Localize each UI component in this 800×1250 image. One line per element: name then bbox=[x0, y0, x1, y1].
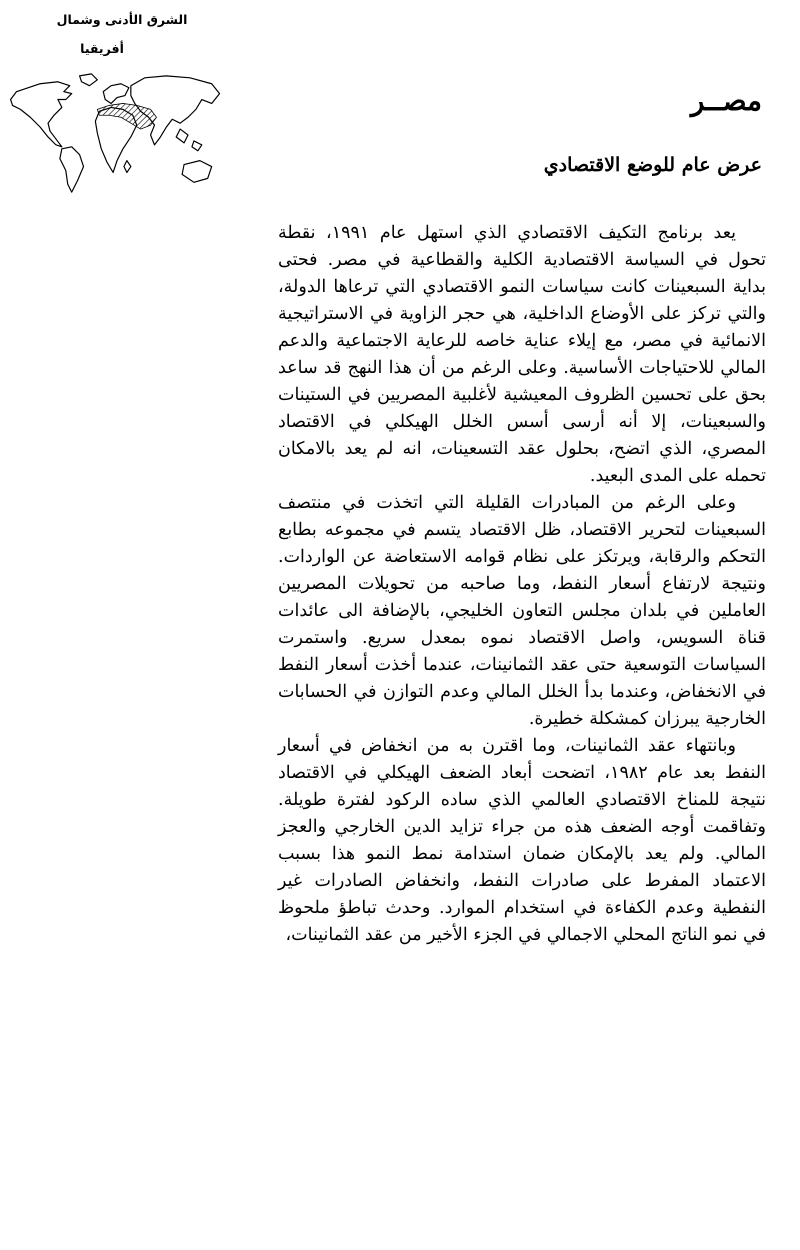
region-label-line1: الشرق الأدنى وشمال bbox=[56, 12, 188, 27]
body-text bbox=[278, 220, 766, 949]
world-map-icon bbox=[6, 66, 234, 204]
highlighted-region-mena bbox=[97, 103, 156, 129]
paragraph-1: يعد برنامج التكيف الاقتصادي الذي استهل عام ١٩٩١، نقطة تحول في السياسة الاقتصادية الكلية والقطاعية في مصر. فحتى بداية السبعينات كانت سياسات النمو الاقتصادي التي ترعاها الدولة، والتي تركز على الأوضاع الداخلية، هي حجر الزاوية في الاستراتيجية الانمائية في مصر، مع إيلاء عناية خاصه للرعاية الاجتماعية والدعم المالي للاحتياجات الأساسية. وعلى الرغم من أن هذا النهج قد ساعد بحق على تحسين الظروف المعيشية لأغلبية المصريين في الستينات والسبعينات، إلا أنه أرسى أسس الخلل الهيكلي في الاقتصاد المصري، الذي اتضح، بحلول عقد التسعينات، انه لم يعد بالامكان تحمله على المدى البعيد. bbox=[278, 223, 766, 486]
region-label-line2: أفريقيا bbox=[80, 41, 124, 56]
page-title: مصــر bbox=[690, 84, 762, 117]
paragraph-3: وبانتهاء عقد الثمانينات، وما اقترن به من انخفاض في أسعار النفط بعد عام ١٩٨٢، اتضحت أبعاد الضعف الهيكلي في الاقتصاد نتيجة للمناخ الاقتصادي العالمي الذي ساده الركود لفترة طويلة. وتفاقمت أوجه الضعف هذه من جراء تزايد الدين الخارجي والعجز المالي. ولم يعد بالإمكان ضمان استدامة نمط النمو هذا بسبب الاعتماد المفرط على صادرات النفط، وانخفاض الصادرات غير النفطية وعدم الكفاءة في استخدام الموارد. وحدث تباطؤ ملحوظ في نمو الناتج المحلي الاجمالي في الجزء الأخير من عقد الثمانينات، bbox=[278, 736, 766, 945]
region-map-block bbox=[6, 12, 238, 204]
section-heading: عرض عام للوضع الاقتصادي bbox=[543, 154, 762, 176]
paragraph-2: وعلى الرغم من المبادرات القليلة التي اتخذت في منتصف السبعينات لتحرير الاقتصاد، ظل الاقتصاد يتسم في مجموعه بطابع التحكم والرقابة، ويرتكز على نظام قوامه الاستعاضة عن الواردات. ونتيجة لارتفاع أسعار النفط، وما صاحبه من تحويلات المصريين العاملين في بلدان مجلس التعاون الخليجي، بالإضافة الى عائدات قناة السويس، واصل الاقتصاد نموه بمعدل سريع. واستمرت السياسات التوسعية حتى عقد الثمانينات، عندما أخذت أسعار النفط في الانخفاض، وعندما بدأ الخلل المالي وعدم التوازن في الحسابات الخارجية يبرزان كمشكلة خطيرة. bbox=[278, 493, 766, 729]
